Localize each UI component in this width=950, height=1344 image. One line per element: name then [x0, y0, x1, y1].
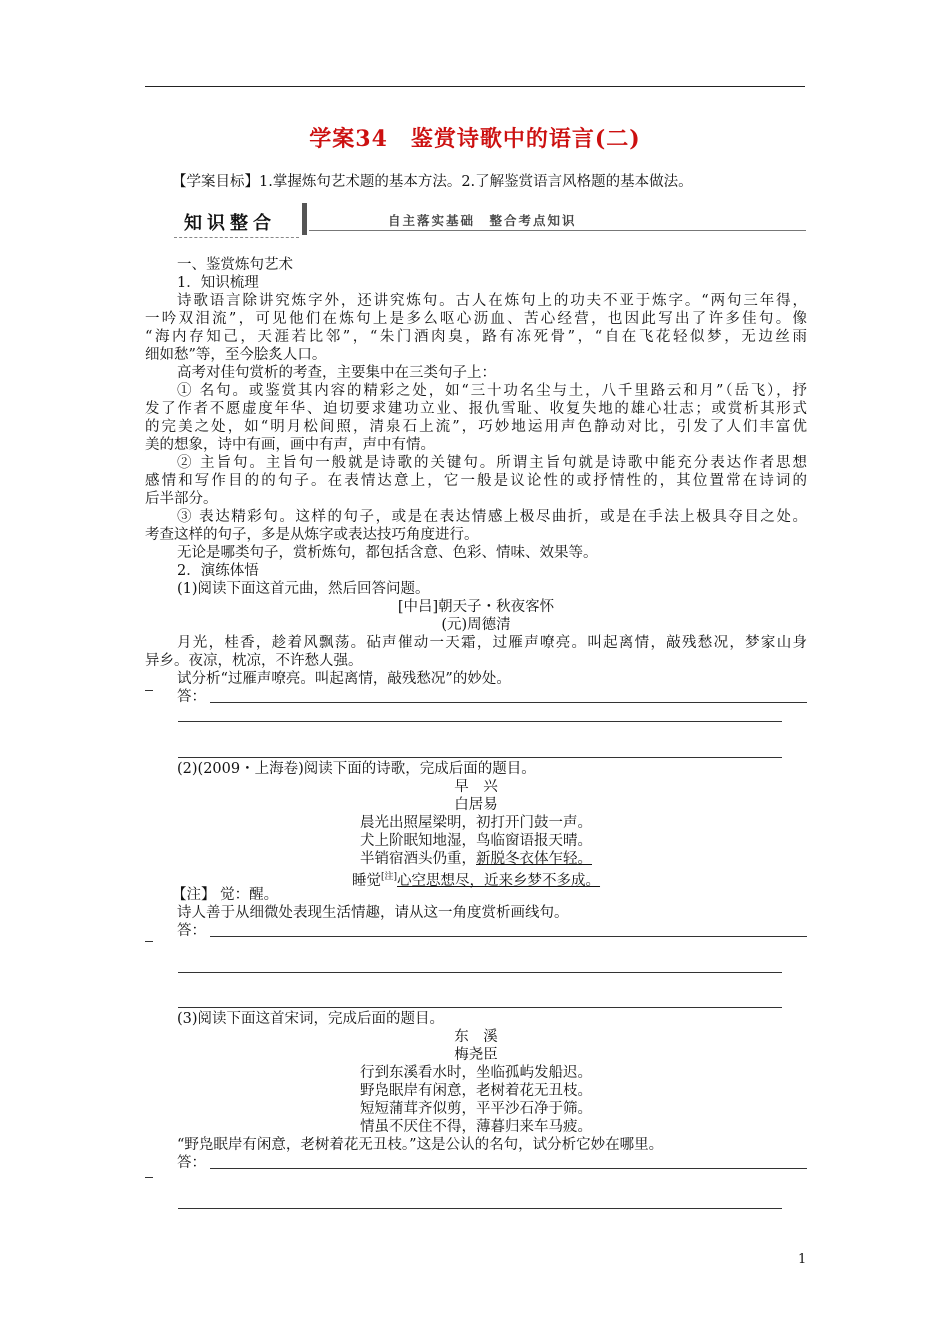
- banner-subtitle: 自主落实基础 整合考点知识: [388, 213, 577, 228]
- paragraph-line: “海内存知己，天涯若比邻”，“朱门酒肉臭，路有冻死骨”，“自在飞花轻似梦，无边丝雨: [145, 329, 807, 345]
- section-banner: [174, 203, 806, 239]
- paragraph-line: ① 名句。或鉴赏其内容的精彩之处，如“三十功名尘与土，八千里路云和月”（岳飞），抒: [177, 383, 807, 399]
- answer-label: 答：: [177, 923, 206, 939]
- answer-line[interactable]: [178, 757, 782, 758]
- top-rule: [145, 86, 805, 87]
- paragraph-line: ③ 表达精彩句。这样的句子，或是在表达情感上极尽曲折，或是在手法上极具夺目之处。: [177, 509, 807, 525]
- paragraph-line: 发了作者不愿虚度年华、迫切要求建功立业、报仇雪耻、收复失地的雄心壮志；或赏析其形式: [145, 401, 807, 417]
- question-prompt: (2)(2009・上海卷)阅读下面的诗歌，完成后面的题目。: [177, 761, 536, 777]
- poem-title: [中吕]朝天子・秋夜客怀: [397, 599, 555, 615]
- poem-author: 梅尧臣: [454, 1047, 498, 1063]
- poem-line-part: 半销宿酒头仍重，: [360, 851, 476, 867]
- question-text: 试分析“过雁声嘹亮。叫起离情，敲残愁况”的妙处。: [177, 671, 511, 687]
- poem-body-line: 月光，桂香，趁着风飘荡。砧声催动一天霜，过雁声嘹亮。叫起离情，敲残愁况，梦家山身: [177, 635, 807, 651]
- banner-dash: [174, 237, 299, 238]
- poem-note: 【注】 觉：醒。: [172, 887, 279, 903]
- poem-line: 短短蒲茸齐似剪，平平沙石净于筛。: [360, 1101, 592, 1117]
- poem-author: (元)周德清: [441, 617, 511, 633]
- answer-line[interactable]: [178, 1007, 782, 1008]
- answer-dash: [145, 690, 153, 691]
- page-number: 1: [798, 1252, 807, 1267]
- subsection-heading: 1．知识梳理: [177, 275, 259, 291]
- poem-line: 情虽不厌住不得，薄暮归来车马疲。: [360, 1119, 592, 1135]
- question-text: “野凫眠岸有闲意，老树着花无丑枝。”这是公认的名句，试分析它妙在哪里。: [177, 1137, 664, 1153]
- answer-line[interactable]: [178, 721, 782, 722]
- question-prompt: (1)阅读下面这首元曲，然后回答问题。: [177, 581, 430, 597]
- paragraph-line: 细如愁”等，至今脍炙人口。: [145, 347, 327, 363]
- banner-rule: [309, 230, 806, 231]
- poem-line: 晨光出照屋梁明，初打开门鼓一声。: [360, 815, 592, 831]
- paragraph-line: 高考对佳句赏析的考查，主要集中在三类句子上：: [177, 365, 496, 381]
- answer-line[interactable]: [210, 1168, 807, 1169]
- poem-title: 早 兴: [454, 779, 498, 795]
- poem-line: 野凫眠岸有闲意，老树着花无丑枝。: [360, 1083, 592, 1099]
- question-prompt: (3)阅读下面这首宋词，完成后面的题目。: [177, 1011, 445, 1027]
- subsection-heading: 2．演练体悟: [177, 563, 259, 579]
- paragraph-line: 的完美之处，如“明月松间照，清泉石上流”，巧妙地运用声色静动对比，引发了人们丰富优: [145, 419, 807, 435]
- poem-body-line: 异乡。夜凉，枕凉，不许愁人强。: [145, 653, 363, 669]
- answer-line[interactable]: [178, 972, 782, 973]
- note-marker: [注]: [380, 872, 398, 882]
- answer-label: 答：: [177, 689, 206, 705]
- poem-line: 犬上阶眠知地湿，鸟临窗语报天晴。: [360, 833, 592, 849]
- underlined-line: 新脱冬衣体乍轻。: [476, 851, 592, 867]
- poem-line: [145, 850, 807, 868]
- underlined-line: 心空思想尽，近来乡梦不多成。: [397, 872, 601, 889]
- answer-dash: [145, 1177, 153, 1178]
- paragraph-line: 后半部分。: [145, 491, 218, 507]
- poem-title: 东 溪: [454, 1029, 498, 1045]
- learning-objective: [172, 170, 693, 191]
- paragraph-line: 美的想象，诗中有画，画中有声，声中有情。: [145, 437, 435, 453]
- poem-line-part: 睡觉: [351, 872, 381, 889]
- answer-label: 答：: [177, 1155, 206, 1171]
- answer-line[interactable]: [210, 702, 807, 703]
- objective-text: 1.掌握炼句艺术题的基本方法。2.了解鉴赏语言风格题的基本做法。: [259, 174, 693, 190]
- page-title: 学案34 鉴赏诗歌中的语言(二): [309, 126, 641, 152]
- poem-author: 白居易: [454, 797, 498, 813]
- banner-divider: [302, 203, 307, 235]
- paragraph-line: 感情和写作目的的句子。在表情达意上，它一般是议论性的或抒情性的，其位置常在诗词的: [145, 473, 807, 489]
- objective-label: 【学案目标】: [172, 174, 259, 190]
- paragraph-line: 一吟双泪流”，可见他们在炼句上是多么呕心沥血、苦心经营，也因此写出了许多佳句。像: [145, 311, 807, 327]
- banner-title: 知识整合: [184, 213, 276, 234]
- section-heading: 一、鉴赏炼句艺术: [177, 257, 293, 273]
- paragraph-line: 无论是哪类句子，赏析炼句，都包括含意、色彩、情味、效果等。: [177, 545, 598, 561]
- answer-line[interactable]: [178, 1208, 782, 1209]
- question-text: 诗人善于从细微处表现生活情趣，请从这一角度赏析画线句。: [177, 905, 569, 921]
- paragraph-line: ② 主旨句。主旨句一般就是诗歌的关键句。所谓主旨句就是诗歌中能充分表达作者思想: [177, 455, 807, 471]
- poem-line: 行到东溪看水时，坐临孤屿发船迟。: [360, 1065, 592, 1081]
- answer-dash: [145, 941, 153, 942]
- paragraph-line: 诗歌语言除讲究炼字外，还讲究炼句。古人在炼句上的功夫不亚于炼字。“两句三年得，: [177, 293, 807, 309]
- paragraph-line: 考查这样的句子，多是从炼字或表达技巧角度进行。: [145, 527, 479, 543]
- answer-line[interactable]: [210, 936, 807, 937]
